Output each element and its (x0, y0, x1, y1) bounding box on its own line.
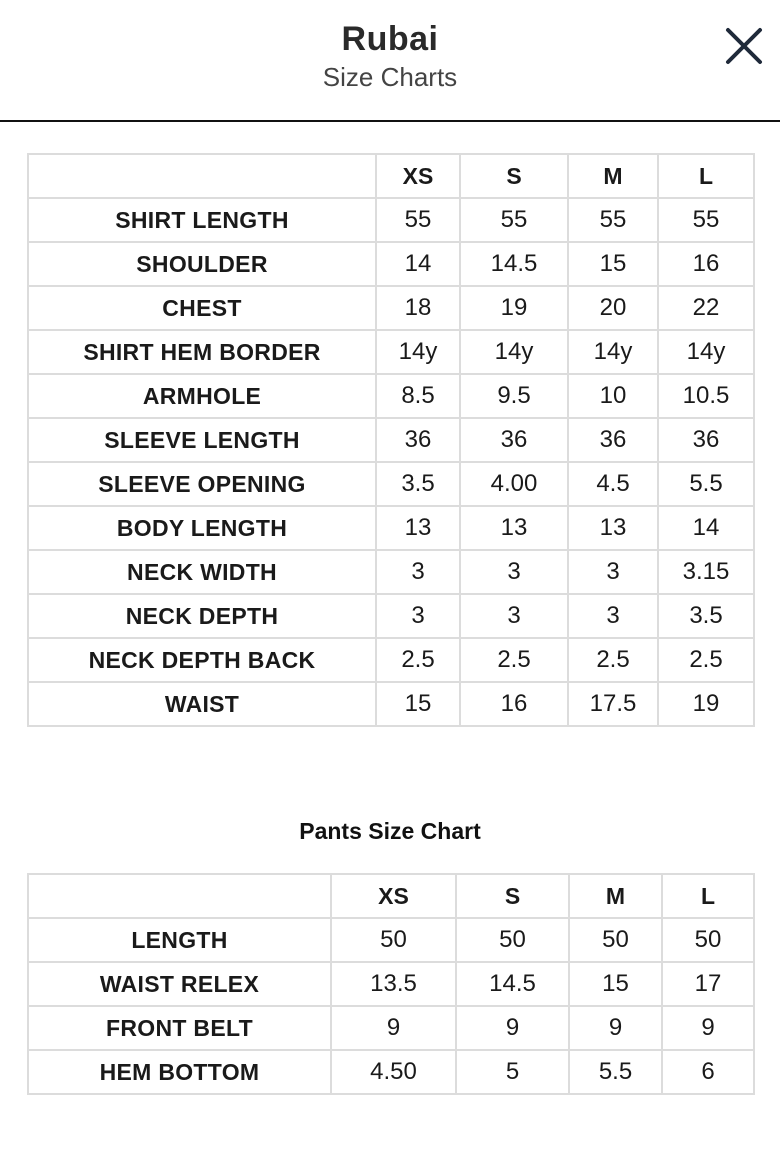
row-label: BODY LENGTH (28, 506, 376, 550)
table-cell: 14y (568, 330, 658, 374)
table-cell: 3 (460, 550, 568, 594)
table-cell: 14y (460, 330, 568, 374)
row-label: HEM BOTTOM (28, 1050, 331, 1094)
table-cell: 3 (460, 594, 568, 638)
row-label: NECK DEPTH (28, 594, 376, 638)
table-cell: 13 (376, 506, 460, 550)
table-row (28, 374, 754, 418)
table-cell: 55 (658, 198, 754, 242)
table-row (28, 918, 754, 962)
pants-chart-title: Pants Size Chart (299, 818, 481, 844)
table-cell: 5.5 (569, 1050, 662, 1094)
row-label: ARMHOLE (28, 374, 376, 418)
table-cell: 55 (568, 198, 658, 242)
brand-title: Rubai (341, 20, 439, 58)
row-label: FRONT BELT (28, 1006, 331, 1050)
table-cell: 50 (662, 918, 754, 962)
table-cell: 10 (568, 374, 658, 418)
table-cell: 9.5 (460, 374, 568, 418)
table-cell: 2.5 (658, 638, 754, 682)
table-cell: 9 (456, 1006, 569, 1050)
table-cell: 4.50 (331, 1050, 456, 1094)
row-label: SHIRT HEM BORDER (28, 330, 376, 374)
column-header: M (569, 874, 662, 918)
table-cell: 36 (376, 418, 460, 462)
table-cell: 13.5 (331, 962, 456, 1006)
table-cell: 50 (456, 918, 569, 962)
table-cell: 17.5 (568, 682, 658, 726)
table-cell: 5.5 (658, 462, 754, 506)
column-header: L (658, 154, 754, 198)
table-row (28, 638, 754, 682)
column-header (28, 874, 331, 918)
table-cell: 3.5 (376, 462, 460, 506)
table-row (28, 418, 754, 462)
table-cell: 20 (568, 286, 658, 330)
row-label: NECK WIDTH (28, 550, 376, 594)
table-cell: 13 (568, 506, 658, 550)
table-cell: 6 (662, 1050, 754, 1094)
column-header: XS (331, 874, 456, 918)
modal-header (0, 0, 780, 122)
table-cell: 14y (658, 330, 754, 374)
table-row (28, 242, 754, 286)
table-cell: 17 (662, 962, 754, 1006)
close-icon (722, 24, 766, 68)
modal-subtitle: Size Charts (322, 62, 458, 92)
table-cell: 15 (376, 682, 460, 726)
table-cell: 3.15 (658, 550, 754, 594)
table-cell: 50 (331, 918, 456, 962)
table-cell: 19 (460, 286, 568, 330)
row-label: NECK DEPTH BACK (28, 638, 376, 682)
table-cell: 50 (569, 918, 662, 962)
table-header-row (28, 874, 754, 918)
table-cell: 15 (568, 242, 658, 286)
column-header: S (460, 154, 568, 198)
row-label: CHEST (28, 286, 376, 330)
row-label: SLEEVE LENGTH (28, 418, 376, 462)
table-row (28, 962, 754, 1006)
table-cell: 14y (376, 330, 460, 374)
table-row (28, 682, 754, 726)
column-header: M (568, 154, 658, 198)
table-cell: 14.5 (456, 962, 569, 1006)
table-row (28, 286, 754, 330)
row-label: WAIST RELEX (28, 962, 331, 1006)
table-cell: 9 (662, 1006, 754, 1050)
table-cell: 9 (569, 1006, 662, 1050)
table-cell: 36 (460, 418, 568, 462)
row-label: LENGTH (28, 918, 331, 962)
table-cell: 10.5 (658, 374, 754, 418)
table-cell: 3 (376, 550, 460, 594)
table-cell: 2.5 (568, 638, 658, 682)
table-cell: 36 (568, 418, 658, 462)
table-cell: 14 (376, 242, 460, 286)
table-cell: 22 (658, 286, 754, 330)
row-label: SHOULDER (28, 242, 376, 286)
table-header-row (28, 154, 754, 198)
table-row (28, 506, 754, 550)
table-cell: 14 (658, 506, 754, 550)
column-header: S (456, 874, 569, 918)
table-cell: 2.5 (460, 638, 568, 682)
pants-size-table (27, 873, 755, 1095)
row-label: WAIST (28, 682, 376, 726)
table-row (28, 462, 754, 506)
table-cell: 4.5 (568, 462, 658, 506)
table-row (28, 550, 754, 594)
row-label: SLEEVE OPENING (28, 462, 376, 506)
table-row (28, 198, 754, 242)
table-cell: 5 (456, 1050, 569, 1094)
table-cell: 13 (460, 506, 568, 550)
table-row (28, 1050, 754, 1094)
table-cell: 55 (376, 198, 460, 242)
table-cell: 8.5 (376, 374, 460, 418)
table-cell: 18 (376, 286, 460, 330)
column-header: XS (376, 154, 460, 198)
table-row (28, 594, 754, 638)
table-cell: 9 (331, 1006, 456, 1050)
table-cell: 19 (658, 682, 754, 726)
table-row (28, 1006, 754, 1050)
table-cell: 4.00 (460, 462, 568, 506)
table-cell: 3 (376, 594, 460, 638)
table-cell: 2.5 (376, 638, 460, 682)
row-label: SHIRT LENGTH (28, 198, 376, 242)
column-header: L (662, 874, 754, 918)
table-cell: 15 (569, 962, 662, 1006)
table-row (28, 330, 754, 374)
column-header (28, 154, 376, 198)
shirt-size-table (27, 153, 755, 727)
table-cell: 3.5 (658, 594, 754, 638)
table-cell: 36 (658, 418, 754, 462)
table-cell: 14.5 (460, 242, 568, 286)
table-cell: 3 (568, 594, 658, 638)
close-button[interactable] (722, 24, 766, 68)
table-cell: 16 (658, 242, 754, 286)
table-cell: 16 (460, 682, 568, 726)
table-cell: 3 (568, 550, 658, 594)
table-cell: 55 (460, 198, 568, 242)
